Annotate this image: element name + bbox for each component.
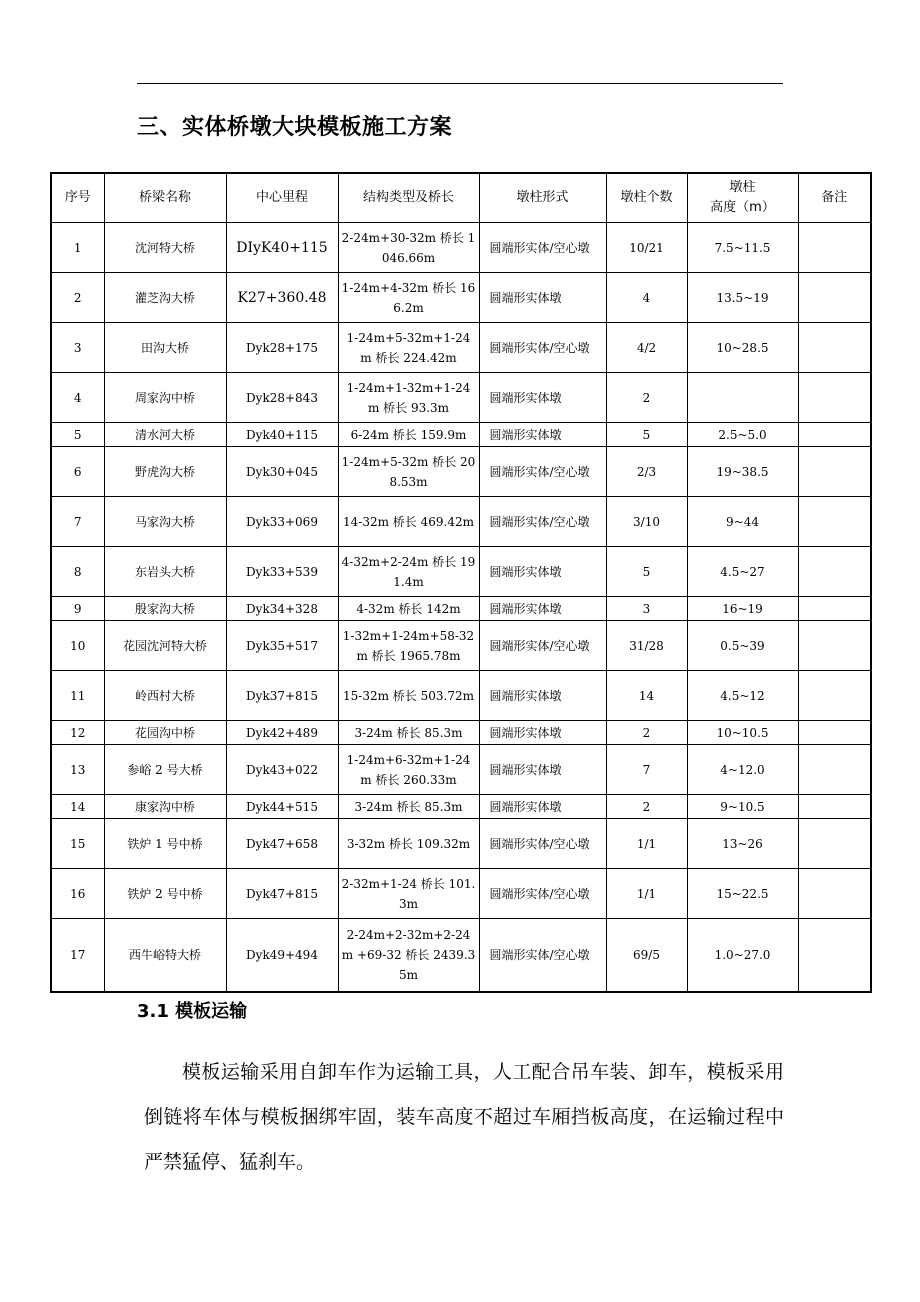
- header-height-line2: 高度（m）: [710, 200, 775, 215]
- pier-cell: 圆端形实体墩: [479, 273, 606, 323]
- name-cell: 西牛峪特大桥: [104, 919, 226, 992]
- seq-cell: 6: [51, 447, 104, 497]
- seq-cell: 11: [51, 671, 104, 721]
- count-cell: 1/1: [606, 819, 687, 869]
- name-cell: 周家沟中桥: [104, 373, 226, 423]
- height-cell: 13.5~19: [687, 273, 798, 323]
- count-cell: 2: [606, 373, 687, 423]
- height-cell: 9~44: [687, 497, 798, 547]
- table-row: [51, 795, 871, 819]
- height-cell: 4.5~27: [687, 547, 798, 597]
- height-cell: 10~10.5: [687, 721, 798, 745]
- seq-cell: 13: [51, 745, 104, 795]
- structure-cell: 14-32m 桥长 469.42m: [338, 497, 479, 547]
- name-cell: 殷家沟大桥: [104, 597, 226, 621]
- pier-cell: 圆端形实体/空心墩: [479, 869, 606, 919]
- table-row: [51, 323, 871, 373]
- remark-cell: [798, 273, 871, 323]
- name-cell: 花园沈河特大桥: [104, 621, 226, 671]
- body-paragraph: 模板运输采用自卸车作为运输工具，人工配合吊车装、卸车，模板采用倒链将车体与模板捆绑牢固，装车高度不超过车厢挡板高度，在运输过程中严禁猛停、猛刹车。: [144, 1061, 784, 1173]
- seq-cell: 15: [51, 819, 104, 869]
- remark-cell: [798, 671, 871, 721]
- structure-cell: 3-24m 桥长 85.3m: [338, 721, 479, 745]
- table-header-row: [51, 173, 871, 223]
- header-height-line1: 墩柱: [729, 180, 756, 195]
- header-seq: 序号: [51, 173, 104, 223]
- table-row: [51, 721, 871, 745]
- seq-cell: 2: [51, 273, 104, 323]
- pier-cell: 圆端形实体墩: [479, 597, 606, 621]
- seq-cell: 8: [51, 547, 104, 597]
- table-row: [51, 621, 871, 671]
- table-body: [51, 223, 871, 992]
- name-cell: 野虎沟大桥: [104, 447, 226, 497]
- mileage-cell: Dyk35+517: [226, 621, 338, 671]
- name-cell: 马家沟大桥: [104, 497, 226, 547]
- mileage-cell: Dyk43+022: [226, 745, 338, 795]
- structure-cell: 1-24m+1-32m+1-24m 桥长 93.3m: [338, 373, 479, 423]
- table-row: [51, 423, 871, 447]
- mileage-cell: Dyk44+515: [226, 795, 338, 819]
- count-cell: 2/3: [606, 447, 687, 497]
- seq-cell: 4: [51, 373, 104, 423]
- table-row: [51, 373, 871, 423]
- remark-cell: [798, 745, 871, 795]
- header-rule: [137, 83, 783, 84]
- remark-cell: [798, 547, 871, 597]
- name-cell: 铁炉 1 号中桥: [104, 819, 226, 869]
- table-row: [51, 597, 871, 621]
- table-row: [51, 223, 871, 273]
- height-cell: 15~22.5: [687, 869, 798, 919]
- table-row: [51, 745, 871, 795]
- header-height: [687, 173, 798, 223]
- structure-cell: 3-32m 桥长 109.32m: [338, 819, 479, 869]
- header-pier-count: 墩柱个数: [606, 173, 687, 223]
- name-cell: 铁炉 2 号中桥: [104, 869, 226, 919]
- remark-cell: [798, 223, 871, 273]
- height-cell: 2.5~5.0: [687, 423, 798, 447]
- mileage-cell: Dyk30+045: [226, 447, 338, 497]
- mileage-cell: Dyk47+658: [226, 819, 338, 869]
- header-structure: 结构类型及桥长: [338, 173, 479, 223]
- count-cell: 69/5: [606, 919, 687, 992]
- table-row: [51, 819, 871, 869]
- count-cell: 2: [606, 721, 687, 745]
- count-cell: 4/2: [606, 323, 687, 373]
- mileage-cell: Dyk28+175: [226, 323, 338, 373]
- seq-cell: 14: [51, 795, 104, 819]
- pier-cell: 圆端形实体/空心墩: [479, 223, 606, 273]
- name-cell: 参峪 2 号大桥: [104, 745, 226, 795]
- count-cell: 3: [606, 597, 687, 621]
- structure-cell: 15-32m 桥长 503.72m: [338, 671, 479, 721]
- seq-cell: 12: [51, 721, 104, 745]
- table-row: [51, 671, 871, 721]
- height-cell: 16~19: [687, 597, 798, 621]
- header-remark: 备注: [798, 173, 871, 223]
- mileage-cell: Dyk37+815: [226, 671, 338, 721]
- name-cell: 田沟大桥: [104, 323, 226, 373]
- pier-cell: 圆端形实体/空心墩: [479, 323, 606, 373]
- seq-cell: 7: [51, 497, 104, 547]
- section-heading: 3.1 模板运输: [137, 1001, 248, 1022]
- structure-cell: 2-32m+1-24 桥长 101.3m: [338, 869, 479, 919]
- remark-cell: [798, 373, 871, 423]
- remark-cell: [798, 423, 871, 447]
- pier-cell: 圆端形实体/空心墩: [479, 819, 606, 869]
- count-cell: 2: [606, 795, 687, 819]
- pier-cell: 圆端形实体墩: [479, 547, 606, 597]
- structure-cell: 1-24m+4-32m 桥长 166.2m: [338, 273, 479, 323]
- structure-cell: 1-32m+1-24m+58-32m 桥长 1965.78m: [338, 621, 479, 671]
- structure-cell: 2-24m+30-32m 桥长 1046.66m: [338, 223, 479, 273]
- structure-cell: 1-24m+5-32m 桥长 208.53m: [338, 447, 479, 497]
- remark-cell: [798, 447, 871, 497]
- remark-cell: [798, 621, 871, 671]
- structure-cell: 2-24m+2-32m+2-24m +69-32 桥长 2439.35m: [338, 919, 479, 992]
- height-cell: 7.5~11.5: [687, 223, 798, 273]
- mileage-cell: K27+360.48: [226, 273, 338, 323]
- table-row: [51, 919, 871, 992]
- pier-cell: 圆端形实体/空心墩: [479, 447, 606, 497]
- pier-cell: 圆端形实体墩: [479, 373, 606, 423]
- structure-cell: 4-32m 桥长 142m: [338, 597, 479, 621]
- count-cell: 3/10: [606, 497, 687, 547]
- pier-cell: 圆端形实体/空心墩: [479, 621, 606, 671]
- mileage-cell: Dyk47+815: [226, 869, 338, 919]
- height-cell: 0.5~39: [687, 621, 798, 671]
- structure-cell: 6-24m 桥长 159.9m: [338, 423, 479, 447]
- pier-cell: 圆端形实体/空心墩: [479, 919, 606, 992]
- pier-cell: 圆端形实体墩: [479, 671, 606, 721]
- structure-cell: 1-24m+6-32m+1-24m 桥长 260.33m: [338, 745, 479, 795]
- header-mileage: 中心里程: [226, 173, 338, 223]
- pier-cell: 圆端形实体墩: [479, 721, 606, 745]
- remark-cell: [798, 497, 871, 547]
- table-row: [51, 447, 871, 497]
- table-row: [51, 497, 871, 547]
- height-cell: 19~38.5: [687, 447, 798, 497]
- height-cell: 9~10.5: [687, 795, 798, 819]
- name-cell: 沈河特大桥: [104, 223, 226, 273]
- table-row: [51, 547, 871, 597]
- count-cell: 10/21: [606, 223, 687, 273]
- seq-cell: 10: [51, 621, 104, 671]
- mileage-cell: Dyk42+489: [226, 721, 338, 745]
- count-cell: 5: [606, 423, 687, 447]
- height-cell: 4~12.0: [687, 745, 798, 795]
- structure-cell: 1-24m+5-32m+1-24m 桥长 224.42m: [338, 323, 479, 373]
- remark-cell: [798, 323, 871, 373]
- height-cell: [687, 373, 798, 423]
- name-cell: 清水河大桥: [104, 423, 226, 447]
- mileage-cell: Dyk33+069: [226, 497, 338, 547]
- height-cell: 4.5~12: [687, 671, 798, 721]
- remark-cell: [798, 919, 871, 992]
- mileage-cell: DIyK40+115: [226, 223, 338, 273]
- seq-cell: 17: [51, 919, 104, 992]
- name-cell: 灌芝沟大桥: [104, 273, 226, 323]
- name-cell: 康家沟中桥: [104, 795, 226, 819]
- remark-cell: [798, 795, 871, 819]
- remark-cell: [798, 597, 871, 621]
- name-cell: 东岩头大桥: [104, 547, 226, 597]
- seq-cell: 9: [51, 597, 104, 621]
- remark-cell: [798, 819, 871, 869]
- seq-cell: 16: [51, 869, 104, 919]
- count-cell: 7: [606, 745, 687, 795]
- pier-cell: 圆端形实体墩: [479, 795, 606, 819]
- mileage-cell: Dyk40+115: [226, 423, 338, 447]
- mileage-cell: Dyk34+328: [226, 597, 338, 621]
- bridge-table: [50, 172, 872, 993]
- pier-cell: 圆端形实体墩: [479, 745, 606, 795]
- name-cell: 岭西村大桥: [104, 671, 226, 721]
- seq-cell: 5: [51, 423, 104, 447]
- remark-cell: [798, 869, 871, 919]
- name-cell: 花园沟中桥: [104, 721, 226, 745]
- mileage-cell: Dyk28+843: [226, 373, 338, 423]
- height-cell: 1.0~27.0: [687, 919, 798, 992]
- count-cell: 31/28: [606, 621, 687, 671]
- structure-cell: 4-32m+2-24m 桥长 191.4m: [338, 547, 479, 597]
- table-row: [51, 869, 871, 919]
- page-title: 三、实体桥墩大块模板施工方案: [137, 115, 453, 140]
- pier-cell: 圆端形实体墩: [479, 423, 606, 447]
- count-cell: 14: [606, 671, 687, 721]
- remark-cell: [798, 721, 871, 745]
- height-cell: 13~26: [687, 819, 798, 869]
- seq-cell: 3: [51, 323, 104, 373]
- count-cell: 1/1: [606, 869, 687, 919]
- count-cell: 5: [606, 547, 687, 597]
- header-name: 桥梁名称: [104, 173, 226, 223]
- mileage-cell: Dyk33+539: [226, 547, 338, 597]
- count-cell: 4: [606, 273, 687, 323]
- header-pier-type: 墩柱形式: [479, 173, 606, 223]
- mileage-cell: Dyk49+494: [226, 919, 338, 992]
- height-cell: 10~28.5: [687, 323, 798, 373]
- structure-cell: 3-24m 桥长 85.3m: [338, 795, 479, 819]
- pier-cell: 圆端形实体/空心墩: [479, 497, 606, 547]
- table-row: [51, 273, 871, 323]
- seq-cell: 1: [51, 223, 104, 273]
